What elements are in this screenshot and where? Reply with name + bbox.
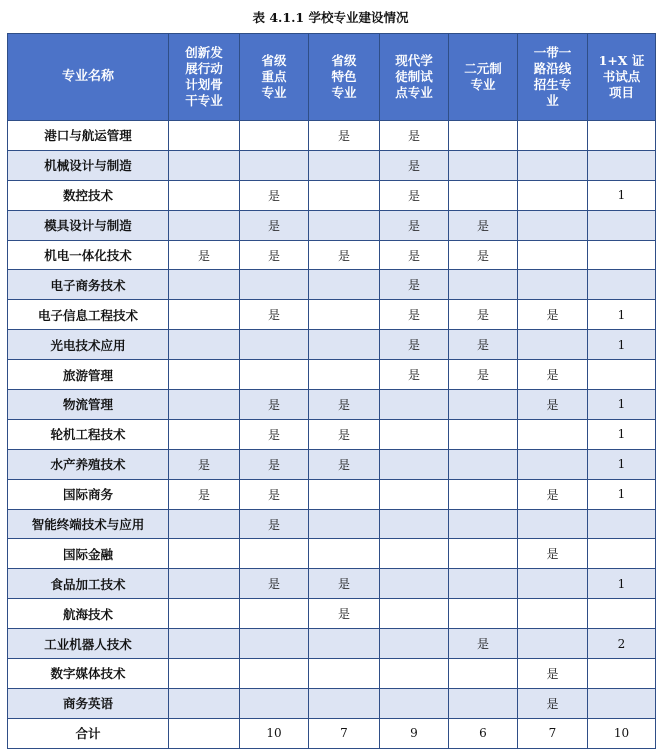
table-cell [380,539,449,569]
major-name-cell: 港口与航运管理 [8,121,169,151]
table-cell: 是 [518,688,588,718]
table-cell [588,270,656,300]
table-cell [588,659,656,689]
table-cell: 1 [588,390,656,420]
table-cell [588,509,656,539]
table-cell [449,659,518,689]
table-cell: 7 [309,718,380,748]
table-cell [309,210,380,240]
header-row [8,34,656,121]
table-cell [309,300,380,330]
table-row [8,688,656,718]
table-row [8,569,656,599]
table-cell [588,599,656,629]
table-cell [380,509,449,539]
table-body [8,121,656,749]
table-row [8,150,656,180]
major-construction-table [7,33,656,749]
table-cell [169,569,240,599]
table-row [8,599,656,629]
table-cell [518,449,588,479]
table-cell [588,150,656,180]
table-cell [240,599,309,629]
table-cell [169,718,240,748]
table-cell: 1 [588,300,656,330]
table-row [8,270,656,300]
table-cell [449,569,518,599]
table-cell [518,599,588,629]
table-row [8,240,656,270]
major-name-cell: 数控技术 [8,180,169,210]
table-cell: 是 [380,210,449,240]
table-cell [309,659,380,689]
table-cell [380,688,449,718]
table-cell: 7 [518,718,588,748]
table-cell [380,419,449,449]
table-cell [380,659,449,689]
table-cell [449,390,518,420]
column-header: 一带一 路沿线 招生专 业 [518,34,588,121]
table-cell [169,629,240,659]
table-cell: 2 [588,629,656,659]
table-cell [588,121,656,151]
table-cell [169,180,240,210]
table-cell: 10 [588,718,656,748]
major-name-cell: 智能终端技术与应用 [8,509,169,539]
table-cell [518,569,588,599]
table-cell: 是 [449,300,518,330]
table-cell [449,599,518,629]
table-cell: 是 [240,449,309,479]
table-cell: 是 [169,449,240,479]
table-row [8,180,656,210]
table-cell [518,629,588,659]
column-header: 二元制 专业 [449,34,518,121]
table-cell: 1 [588,180,656,210]
table-cell: 是 [380,121,449,151]
table-cell [309,539,380,569]
table-cell [588,539,656,569]
table-cell: 是 [380,330,449,360]
table-cell [449,509,518,539]
table-cell [309,509,380,539]
table-cell: 1 [588,330,656,360]
table-cell [169,509,240,539]
table-cell: 1 [588,569,656,599]
table-cell [380,569,449,599]
table-cell [240,629,309,659]
table-cell: 是 [309,390,380,420]
table-cell [169,330,240,360]
table-cell: 是 [380,270,449,300]
table-cell [240,688,309,718]
table-cell: 是 [518,659,588,689]
table-cell [240,330,309,360]
table-cell: 是 [240,300,309,330]
table-row [8,629,656,659]
table-cell [449,539,518,569]
table-cell [518,240,588,270]
column-header: 创新发 展行动 计划骨 干专业 [169,34,240,121]
table-cell [380,629,449,659]
table-cell: 是 [309,569,380,599]
table-cell [518,121,588,151]
table-cell [240,150,309,180]
major-name-cell: 合计 [8,718,169,748]
table-cell [518,270,588,300]
table-cell: 是 [380,150,449,180]
table-cell [169,599,240,629]
table-row [8,659,656,689]
total-row [8,718,656,748]
table-row [8,419,656,449]
table-cell [169,659,240,689]
table-cell: 是 [309,240,380,270]
major-name-cell: 航海技术 [8,599,169,629]
table-cell: 是 [380,360,449,390]
table-cell: 是 [169,479,240,509]
table-cell [309,180,380,210]
column-header: 现代学 徒制试 点专业 [380,34,449,121]
table-cell [449,688,518,718]
table-cell: 是 [518,539,588,569]
table-row [8,539,656,569]
table-cell [449,150,518,180]
table-cell [309,150,380,180]
table-cell [309,629,380,659]
table-cell: 是 [518,300,588,330]
table-cell [380,479,449,509]
major-name-cell: 机械设计与制造 [8,150,169,180]
table-row [8,300,656,330]
major-name-cell: 光电技术应用 [8,330,169,360]
table-cell [240,659,309,689]
table-cell: 是 [240,390,309,420]
table-cell [240,539,309,569]
table-cell [449,449,518,479]
major-name-cell: 电子信息工程技术 [8,300,169,330]
table-cell: 是 [449,330,518,360]
table-cell [588,240,656,270]
table-cell [240,270,309,300]
table-row [8,479,656,509]
table-cell: 是 [240,509,309,539]
table-row [8,330,656,360]
table-cell [518,210,588,240]
major-name-cell: 电子商务技术 [8,270,169,300]
table-cell: 是 [449,629,518,659]
table-cell [380,390,449,420]
column-header: 1+X 证 书试点 项目 [588,34,656,121]
table-cell [240,360,309,390]
table-cell [518,509,588,539]
table-cell [309,270,380,300]
table-cell [169,270,240,300]
table-cell: 是 [240,180,309,210]
major-name-cell: 水产养殖技术 [8,449,169,479]
table-cell: 是 [309,449,380,479]
major-name-cell: 工业机器人技术 [8,629,169,659]
table-cell: 是 [309,419,380,449]
table-cell: 6 [449,718,518,748]
table-cell: 是 [240,210,309,240]
major-name-cell: 商务英语 [8,688,169,718]
table-cell: 是 [240,479,309,509]
table-cell: 是 [240,569,309,599]
table-cell: 是 [380,180,449,210]
column-header: 省级 重点 专业 [240,34,309,121]
table-cell: 10 [240,718,309,748]
table-cell [518,419,588,449]
table-cell [309,360,380,390]
table-cell [169,121,240,151]
table-cell: 是 [449,360,518,390]
table-cell [169,360,240,390]
major-name-cell: 轮机工程技术 [8,419,169,449]
table-cell [169,539,240,569]
table-cell [449,180,518,210]
table-cell [380,449,449,479]
major-name-cell: 数字媒体技术 [8,659,169,689]
table-cell [309,330,380,360]
table-cell [169,150,240,180]
table-row [8,390,656,420]
table-cell [588,210,656,240]
table-cell [449,419,518,449]
table-row [8,121,656,151]
table-row [8,360,656,390]
table-cell: 是 [309,599,380,629]
table-caption: 表 4.1.1 学校专业建设情况 [252,10,409,25]
table-cell [518,180,588,210]
table-cell [518,330,588,360]
table-cell: 是 [380,240,449,270]
table-cell: 是 [518,479,588,509]
table-row [8,210,656,240]
table-cell [449,270,518,300]
table-cell: 是 [518,360,588,390]
table-cell: 是 [449,240,518,270]
major-name-cell: 物流管理 [8,390,169,420]
table-cell: 1 [588,449,656,479]
table-cell [588,688,656,718]
table-cell: 是 [518,390,588,420]
table-cell: 1 [588,419,656,449]
table-cell [380,599,449,629]
table-cell [309,479,380,509]
table-cell [169,210,240,240]
table-cell [169,688,240,718]
major-name-cell: 食品加工技术 [8,569,169,599]
table-cell: 是 [309,121,380,151]
major-name-cell: 模具设计与制造 [8,210,169,240]
major-name-cell: 国际商务 [8,479,169,509]
table-cell: 是 [240,240,309,270]
table-cell: 是 [240,419,309,449]
table-cell [309,688,380,718]
major-name-cell: 旅游管理 [8,360,169,390]
table-cell: 是 [380,300,449,330]
column-header: 省级 特色 专业 [309,34,380,121]
major-name-cell: 机电一体化技术 [8,240,169,270]
table-cell: 是 [449,210,518,240]
table-cell [518,150,588,180]
table-cell: 是 [169,240,240,270]
column-header-name: 专业名称 [8,34,169,121]
table-cell [449,121,518,151]
table-cell [169,300,240,330]
table-row [8,509,656,539]
table-cell: 9 [380,718,449,748]
major-name-cell: 国际金融 [8,539,169,569]
table-cell [169,419,240,449]
table-cell [240,121,309,151]
table-cell [449,479,518,509]
table-row [8,449,656,479]
table-cell [169,390,240,420]
table-cell [588,360,656,390]
table-cell: 1 [588,479,656,509]
